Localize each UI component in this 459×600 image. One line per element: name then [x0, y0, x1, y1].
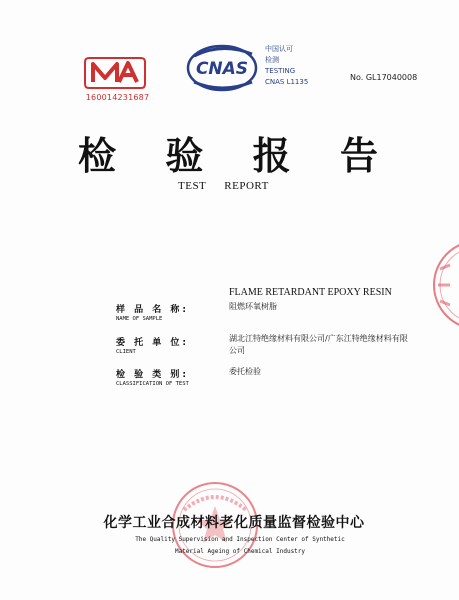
title-char: 告	[339, 133, 378, 178]
title-char: 报	[252, 133, 291, 178]
title-char: 验	[165, 133, 204, 178]
sample-name-en: FLAME RETARDANT EPOXY RESIN	[229, 287, 392, 298]
organization-name-en: Material Ageing of Chemical Industry	[174, 548, 306, 555]
classification-value: 委托检验	[229, 367, 261, 376]
classification-label	[116, 367, 189, 387]
organization-name-en: The Quality Supervision and Inspection Center of Synthetic	[135, 536, 345, 543]
report-number: No. GL17040008	[350, 73, 418, 82]
cnas-line: TESTING	[265, 67, 296, 75]
cnas-line: 检测	[265, 56, 279, 64]
cnas-caption	[265, 44, 308, 88]
cnas-line: CNAS L1135	[265, 78, 309, 86]
title-word: TEST	[178, 180, 207, 192]
label-cn: 样 品 名 称:	[116, 305, 189, 315]
label-en: NAME OF SAMPLE	[116, 316, 163, 322]
organization-name-cn: 化学工业合成材料老化质量监督检验中心	[103, 515, 365, 531]
sample-name-value: 阻燃环氧树脂	[229, 302, 277, 311]
label-en: CLASSIFICATION OF TEST	[116, 381, 189, 387]
title-char: 检	[78, 133, 117, 178]
sample-name-label	[116, 302, 189, 322]
red-seal-stamp-icon	[430, 235, 459, 335]
cma-number: 160014231687	[85, 93, 150, 102]
client-label	[116, 335, 189, 355]
cnas-line: 中国认可	[265, 45, 293, 53]
cnas-logo-icon	[182, 42, 272, 94]
label-en: CLIENT	[116, 349, 136, 355]
title-word: REPORT	[224, 180, 269, 192]
label-cn: 检 验 类 别:	[116, 370, 189, 380]
cma-logo-icon	[83, 54, 147, 92]
svg-text:CNAS: CNAS	[195, 59, 249, 79]
client-value: 湖北江特绝缘材料有限公司/广东江特绝缘材料有限公司	[229, 334, 408, 355]
label-cn: 委 托 单 位:	[116, 338, 189, 348]
report-title-cn	[78, 125, 378, 180]
report-title-en	[178, 180, 287, 192]
